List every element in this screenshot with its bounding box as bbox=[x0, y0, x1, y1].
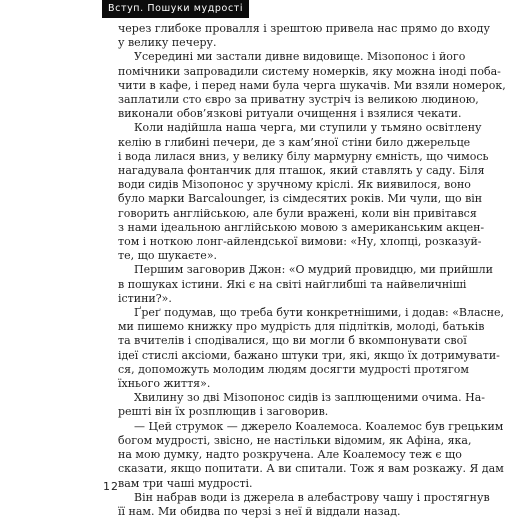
text-line: було марки Barcalounger, із сімдесятих років. Ми чули, що він bbox=[118, 192, 483, 206]
text-line: та вчителів і сподівалися, що ви могли б вкомпонувати свої bbox=[118, 334, 467, 348]
text-line: ся, допоможуть молодим людям досягти мудрості протягом bbox=[118, 362, 469, 376]
text-line: на мою думку, надто розкручена. Але Коалемосу теж є що bbox=[118, 448, 462, 462]
text-line: Першим заговорив Джон: «О мудрий провидцю, ми прийшли bbox=[134, 263, 493, 277]
text-line: говорить англійською, але були вражені, коли він привітався bbox=[118, 206, 477, 220]
text-line: вам три чаші мудрості. bbox=[118, 476, 253, 490]
text-line: те, що шукаєте». bbox=[118, 249, 218, 263]
text-line: Ґреґ подумав, що треба бути конкретнішими, і додав: «Власне, bbox=[134, 306, 505, 320]
text-line: сказати, якщо попитати. А ви спитали. Тож я вам розкажу. Я дам bbox=[118, 462, 504, 476]
text-line: Він набрав води із джерела в алебастрову чашу і простягнув bbox=[134, 490, 490, 504]
text-line: решті він їх розплющив і заговорив. bbox=[118, 405, 329, 419]
text-line: помічники запровадили систему номерків, яку можна іноді поба- bbox=[118, 64, 501, 78]
text-line: Хвилину зо дві Мізопонос сидів із заплющеними очима. На- bbox=[134, 391, 485, 405]
text-line: в пошуках істини. Які є на світі найглибші та найвеличніші bbox=[118, 277, 467, 291]
text-line: і вода лилася вниз, у велику білу мармурну ємність, що чимось bbox=[118, 149, 489, 163]
text-line: ідеї стислі аксіоми, бажано штуки три, які, якщо їх дотримувати- bbox=[118, 348, 500, 362]
text-line: богом мудрості, звісно, не настільки відомим, як Афіна, яка, bbox=[118, 433, 472, 447]
text-line: нагадувала фонтанчик для пташок, який ставлять у саду. Біля bbox=[118, 164, 485, 178]
text-line: через глибоке провалля і зрештою привела нас прямо до входу bbox=[118, 22, 490, 35]
body-text bbox=[118, 22, 506, 519]
text-line: у велику печеру. bbox=[118, 36, 217, 50]
page-number: 12 bbox=[103, 480, 119, 493]
text-line: Коли надійшла наша черга, ми ступили у тьмяно освітлену bbox=[134, 121, 482, 135]
text-line: її нам. Ми обидва по черзі з неї й віддали назад. bbox=[118, 504, 401, 518]
text-line: — Цей струмок — джерело Коалемоса. Коалемос був грецьким bbox=[134, 419, 504, 433]
text-line: келію в глибині печери, де з кам’яної стіни било джерельце bbox=[118, 135, 471, 149]
text-line: води сидів Мізопонос у зручному кріслі. Як виявилося, воно bbox=[118, 178, 471, 192]
text-line: ми пишемо книжку про мудрість для підлітків, молоді, батьків bbox=[118, 320, 485, 334]
text-line: їхнього життя». bbox=[118, 377, 211, 391]
text-line: Усередині ми застали дивне видовище. Мізопонос і його bbox=[134, 50, 466, 64]
text-line: виконали обов’язкові ритуали очищення і взялися чекати. bbox=[118, 107, 462, 121]
text-line: з нами ідеальною англійською мовою з американським акцен- bbox=[118, 220, 485, 234]
running-header: Вступ. Пошуки мудрості bbox=[102, 0, 249, 18]
text-line: заплатили сто євро за приватну зустріч із великою людиною, bbox=[118, 93, 479, 107]
text-line: том і ноткою лонг-айлендської вимови: «Ну, хлопці, розказуй- bbox=[118, 235, 482, 249]
text-line: істини?». bbox=[118, 291, 172, 305]
text-line: чити в кафе, і перед нами була черга шукачів. Ми взяли номерок, bbox=[118, 78, 506, 92]
